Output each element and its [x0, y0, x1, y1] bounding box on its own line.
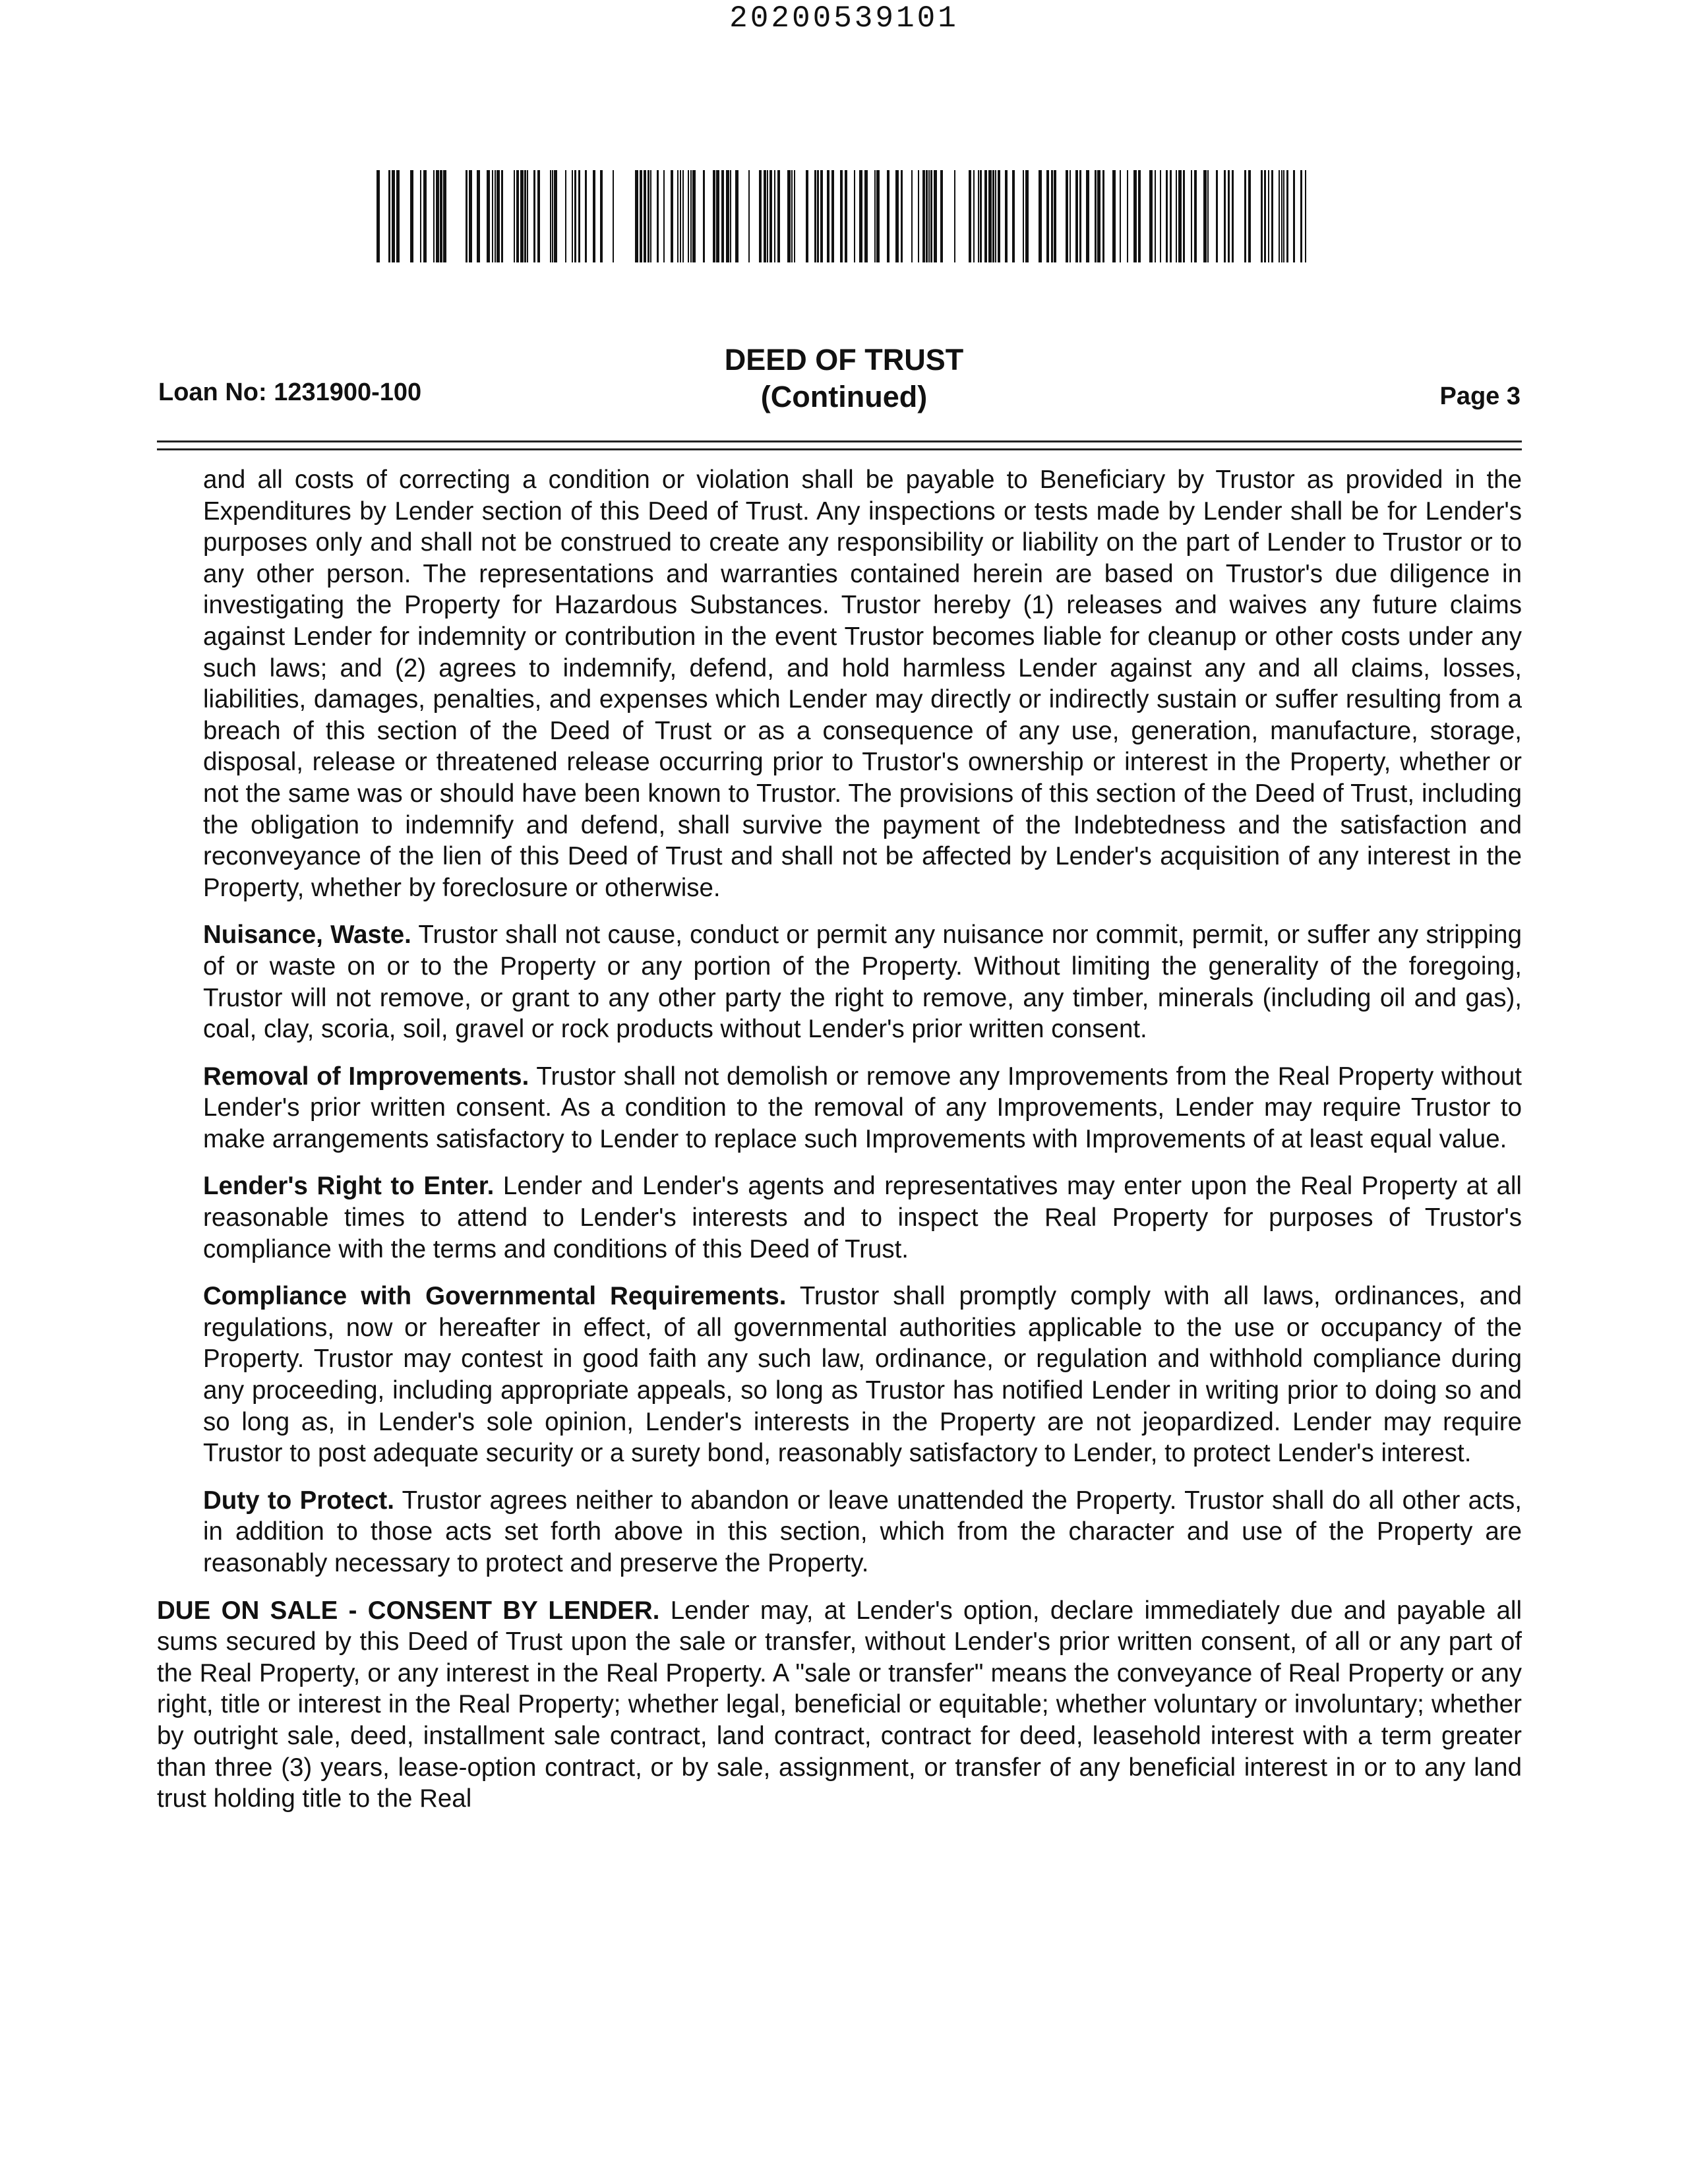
- barcode-bar: [1183, 170, 1185, 262]
- barcode-bar: [840, 170, 843, 262]
- barcode-bar: [682, 170, 684, 262]
- barcode-bar: [436, 170, 439, 262]
- barcode-bar: [969, 170, 971, 262]
- paragraph-heading: Removal of Improvements.: [203, 1062, 529, 1091]
- barcode-bar: [392, 170, 395, 262]
- barcode-bar: [1207, 170, 1209, 262]
- barcode-bar: [988, 170, 992, 262]
- barcode-bar: [501, 170, 503, 262]
- barcode-bar: [1271, 170, 1273, 262]
- barcode-bar: [1012, 170, 1015, 262]
- barcode-bar: [1097, 170, 1100, 262]
- document-number: 20200539101: [729, 1, 959, 36]
- barcode-bar: [1300, 170, 1302, 262]
- barcode-bar: [1066, 170, 1068, 262]
- barcode-bar: [550, 170, 551, 262]
- barcode-bar: [1023, 170, 1024, 262]
- barcode-bar: [1102, 170, 1104, 262]
- barcode-bar: [703, 170, 705, 262]
- barcode-icon: [373, 170, 1308, 262]
- barcode-bar: [680, 170, 681, 262]
- barcode-bar: [396, 170, 400, 262]
- barcode-bar: [492, 170, 493, 262]
- barcode-bar: [1261, 170, 1263, 262]
- paragraph-text: Trustor shall promptly comply with all laws, ordinances, and regulations, now or hereafter in effect, of all governmental authorities applicable to the use or occupancy of the Property. Trustor may contest in good faith any such law, ordinance, or regulation and withhold compliance during any proceeding, including appropriate appeals, so long as Trustor has notified Lender in writing prior to doing so and so long as, in Lender's sole opinion, Lender's interests in the Property are not jeopardized. Lender may require Trustor to post adequate security or a surety bond, reasonably satisfactory to Lender, to protect Lender's interest.: [203, 1282, 1522, 1468]
- loan-number: Loan No: 1231900-100: [158, 379, 422, 406]
- barcode-bar: [1039, 170, 1042, 262]
- barcode-bar: [845, 170, 847, 262]
- paragraph-heading: Duty to Protect.: [203, 1486, 394, 1515]
- barcode-bar: [552, 170, 553, 262]
- barcode-bar: [1191, 170, 1192, 262]
- paragraph-text: Trustor shall not demolish or remove any Improvements from the Real Property without Lender's prior written consent. As a condition to the removal of any Improvements, Lender may require Trustor to make arrangements satisfactory to Lender to replace such Improvements with Improvements of at least equal value.: [203, 1062, 1522, 1153]
- barcode-bar: [554, 170, 557, 262]
- document-body: [157, 464, 1522, 1831]
- barcode-bar: [1176, 170, 1177, 262]
- barcode-bar: [644, 170, 646, 262]
- barcode-bar: [495, 170, 496, 262]
- barcode-bar: [767, 170, 768, 262]
- paragraph-hazardous-continued: [203, 464, 1522, 903]
- barcode-bar: [820, 170, 823, 262]
- barcode-bar: [1155, 170, 1156, 262]
- barcode-bar: [922, 170, 925, 262]
- barcode-bar: [1120, 170, 1121, 262]
- page-number: Page 3: [1439, 382, 1521, 410]
- barcode-bar: [1166, 170, 1168, 262]
- barcode-bar: [487, 170, 490, 262]
- barcode-bar: [520, 170, 524, 262]
- barcode-bar: [613, 170, 614, 262]
- barcode-bar: [895, 170, 899, 262]
- barcode-bar: [995, 170, 996, 262]
- paragraph-removal-of-improvements: [203, 1061, 1522, 1155]
- document-subtitle: (Continued): [760, 380, 928, 413]
- paragraph-heading: Nuisance, Waste.: [203, 921, 411, 950]
- barcode-bar: [1170, 170, 1172, 262]
- barcode-bar: [377, 170, 380, 262]
- barcode-bar: [443, 170, 446, 262]
- barcode-bar: [1086, 170, 1089, 262]
- barcode-bar: [524, 170, 526, 262]
- barcode-bar: [726, 170, 729, 262]
- barcode-bar: [671, 170, 673, 262]
- barcode-bar: [420, 170, 421, 262]
- paragraph-heading: DUE ON SALE - CONSENT BY LENDER.: [157, 1596, 660, 1625]
- paragraph-text: Lender and Lender's agents and representatives may enter upon the Real Property at all reasonable times to attend to Lender's interests and to inspect the Real Property for purposes of Trustor's compliance with the terms and conditions of this Deed of Trust.: [203, 1172, 1522, 1263]
- barcode-bar: [1025, 170, 1029, 262]
- barcode-bar: [806, 170, 808, 262]
- barcode-bar: [817, 170, 819, 262]
- barcode-bar: [469, 170, 472, 262]
- barcode-bar: [1095, 170, 1097, 262]
- barcode-bar: [926, 170, 928, 262]
- barcode-bar: [934, 170, 937, 262]
- barcode-bar: [978, 170, 979, 262]
- barcode-bar: [791, 170, 793, 262]
- barcode-bar: [692, 170, 696, 262]
- barcode-bar: [1281, 170, 1282, 262]
- barcode-bar: [930, 170, 932, 262]
- barcode-bar: [984, 170, 987, 262]
- barcode-bar: [901, 170, 903, 262]
- barcode-bar: [640, 170, 642, 262]
- barcode-bar: [1160, 170, 1161, 262]
- barcode-bar: [1005, 170, 1008, 262]
- barcode-bar: [663, 170, 665, 262]
- barcode-bar: [759, 170, 762, 262]
- barcode-bar: [940, 170, 943, 262]
- barcode-bar: [423, 170, 427, 262]
- paragraph-compliance-governmental: [203, 1281, 1522, 1469]
- barcode-bar: [1194, 170, 1197, 262]
- barcode-bar: [831, 170, 834, 262]
- barcode-bar: [1232, 170, 1234, 262]
- barcode-bar: [954, 170, 955, 262]
- barcode-bar: [1203, 170, 1207, 262]
- header-divider-bottom: [157, 448, 1522, 450]
- barcode-bar: [410, 170, 413, 262]
- barcode-bar: [814, 170, 816, 262]
- barcode-bar: [1283, 170, 1284, 262]
- barcode-bar: [1286, 170, 1288, 262]
- barcode-bar: [650, 170, 651, 262]
- barcode-bar: [497, 170, 500, 262]
- barcode-bar: [721, 170, 724, 262]
- paragraph-duty-to-protect: [203, 1485, 1522, 1579]
- barcode-bar: [1224, 170, 1226, 262]
- barcode-bar: [1079, 170, 1081, 262]
- barcode-bar: [657, 170, 659, 262]
- barcode-bar: [1305, 170, 1306, 262]
- barcode-bar: [827, 170, 829, 262]
- barcode-bar: [1075, 170, 1078, 262]
- barcode-bar: [777, 170, 780, 262]
- barcode-bar: [440, 170, 442, 262]
- barcode-bar: [527, 170, 528, 262]
- barcode-bar: [874, 170, 876, 262]
- barcode-bar: [769, 170, 772, 262]
- paragraph-heading: Compliance with Governmental Requirements.: [203, 1282, 787, 1311]
- barcode-bar: [716, 170, 719, 262]
- barcode-bar: [1268, 170, 1269, 262]
- barcode-bar: [980, 170, 982, 262]
- barcode-bar: [600, 170, 603, 262]
- barcode-bar: [578, 170, 580, 262]
- barcode-bar: [1264, 170, 1266, 262]
- paragraph-nuisance-waste: [203, 919, 1522, 1045]
- header-divider-top: [157, 440, 1522, 442]
- barcode-bar: [973, 170, 975, 262]
- barcode-bar: [593, 170, 595, 262]
- barcode-bar: [1216, 170, 1218, 262]
- barcode-bar: [1248, 170, 1251, 262]
- barcode-bar: [1070, 170, 1071, 262]
- barcode-bar: [477, 170, 480, 262]
- barcode-bar: [794, 170, 795, 262]
- paragraph-lenders-right-to-enter: [203, 1170, 1522, 1265]
- barcode-bar: [466, 170, 467, 262]
- barcode-bar: [537, 170, 540, 262]
- paragraph-text: and all costs of correcting a condition or violation shall be payable to Beneficiary by Trustor as provided in the Expenditures by Lender section of this Deed of Trust. Any inspections or tests made by Lender shall be for Lender's purposes only and shall not be construed to create any responsibility or liability on the part of Lender to Trustor or to any other person. The representations and warranties contained herein are based on Trustor's due diligence in investigating the Property for Hazardous Substances. Trustor hereby (1) releases and waives any future claims against Lender for indemnity or contribution in the event Trustor becomes liable for cleanup or other costs under any such laws; and (2) agrees to indemnify, defend, and hold harmless Lender against any and all claims, losses, liabilities, damages, penalties, and expenses which Lender may directly or indirectly sustain or suffer resulting from a breach of this section of the Deed of Trust or as a consequence of any use, generation, manufacture, storage, disposal, release or threatened release occurring prior to Trustor's ownership or interest in the Property, whether or not the same was or should have been known to Trustor. The provisions of this section of the Deed of Trust, including the obligation to indemnify and defend, shall survive the payment of the Indebtedness and the satisfaction and reconveyance of the lien of this Deed of Trust and shall not be affected by Lender's acquisition of any interest in the Property, whether by foreclosure or otherwise.: [203, 466, 1522, 902]
- barcode-bar: [876, 170, 880, 262]
- barcode-bar: [774, 170, 775, 262]
- barcode-bar: [648, 170, 649, 262]
- barcode-bar: [787, 170, 791, 262]
- barcode-bar: [928, 170, 930, 262]
- barcode-bar: [998, 170, 1000, 262]
- barcode-bar: [677, 170, 678, 262]
- barcode-bar: [730, 170, 731, 262]
- barcode-bar: [1149, 170, 1153, 262]
- barcode-bar: [585, 170, 587, 262]
- barcode-bar: [854, 170, 855, 262]
- barcode-bar: [1178, 170, 1182, 262]
- barcode-bar: [1293, 170, 1295, 262]
- barcode-bar: [864, 170, 868, 262]
- barcode-bar: [635, 170, 638, 262]
- barcode-bar: [1051, 170, 1053, 262]
- barcode-bar: [533, 170, 535, 262]
- document-title: DEED OF TRUST: [724, 343, 964, 377]
- paragraph-due-on-sale: [157, 1595, 1522, 1815]
- barcode-bar: [887, 170, 889, 262]
- paragraph-text: Lender may, at Lender's option, declare immediately due and payable all sums secured by this Deed of Trust upon the sale or transfer, without Lender's prior written consent, of all or any part of the Real Property, or any interest in the Real Property. A "sale or transfer" means the conveyance of Real Property or any right, title or interest in the Real Property; whether legal, beneficial or equitable; whether voluntary or involuntary; whether by outright sale, deed, installment sale contract, land contract, contract for deed, leasehold interest with a term greater than three (3) years, lease-option contract, or by sale, assignment, or transfer of any beneficial interest in or to any land trust holding title to the Real: [157, 1596, 1522, 1813]
- barcode-bar: [764, 170, 766, 262]
- barcode-bar: [565, 170, 566, 262]
- paragraph-text: Trustor shall not cause, conduct or permit any nuisance nor commit, permit, or suffer any stripping of or waste on or to the Property or any portion of the Property. Without limiting the generality of the foregoing, Trustor will not remove, or grant to any other party the right to remove, any timber, minerals (including oil and gas), coal, clay, scoria, soil, gravel or rock products without Lender's prior written consent.: [203, 921, 1522, 1044]
- barcode-bar: [1112, 170, 1116, 262]
- barcode-bar: [1046, 170, 1049, 262]
- barcode-bar: [572, 170, 573, 262]
- barcode-bar: [1279, 170, 1280, 262]
- barcode-bar: [713, 170, 715, 262]
- barcode-bar: [748, 170, 750, 262]
- paragraph-heading: Lender's Right to Enter.: [203, 1172, 495, 1201]
- barcode-bar: [1127, 170, 1128, 262]
- barcode-bar: [688, 170, 689, 262]
- barcode-bar: [1138, 170, 1141, 262]
- barcode-bar: [516, 170, 519, 262]
- barcode-bar: [1228, 170, 1230, 262]
- barcode-bar: [514, 170, 515, 262]
- barcode-bar: [918, 170, 919, 262]
- barcode-bar: [1133, 170, 1137, 262]
- barcode-bar: [735, 170, 738, 262]
- barcode-bar: [690, 170, 692, 262]
- barcode-bar: [388, 170, 390, 262]
- barcode-bar: [992, 170, 994, 262]
- paragraph-text: Trustor agrees neither to abandon or leave unattended the Property. Trustor shall do all other acts, in addition to those acts set forth above in this section, which from the character and use of the Property are reasonably necessary to protect and preserve the Property.: [203, 1486, 1522, 1577]
- barcode-bar: [911, 170, 913, 262]
- barcode-bar: [1244, 170, 1246, 262]
- barcode-bar: [574, 170, 576, 262]
- barcode-bar: [859, 170, 862, 262]
- barcode-bar: [433, 170, 435, 262]
- barcode-bar: [1054, 170, 1056, 262]
